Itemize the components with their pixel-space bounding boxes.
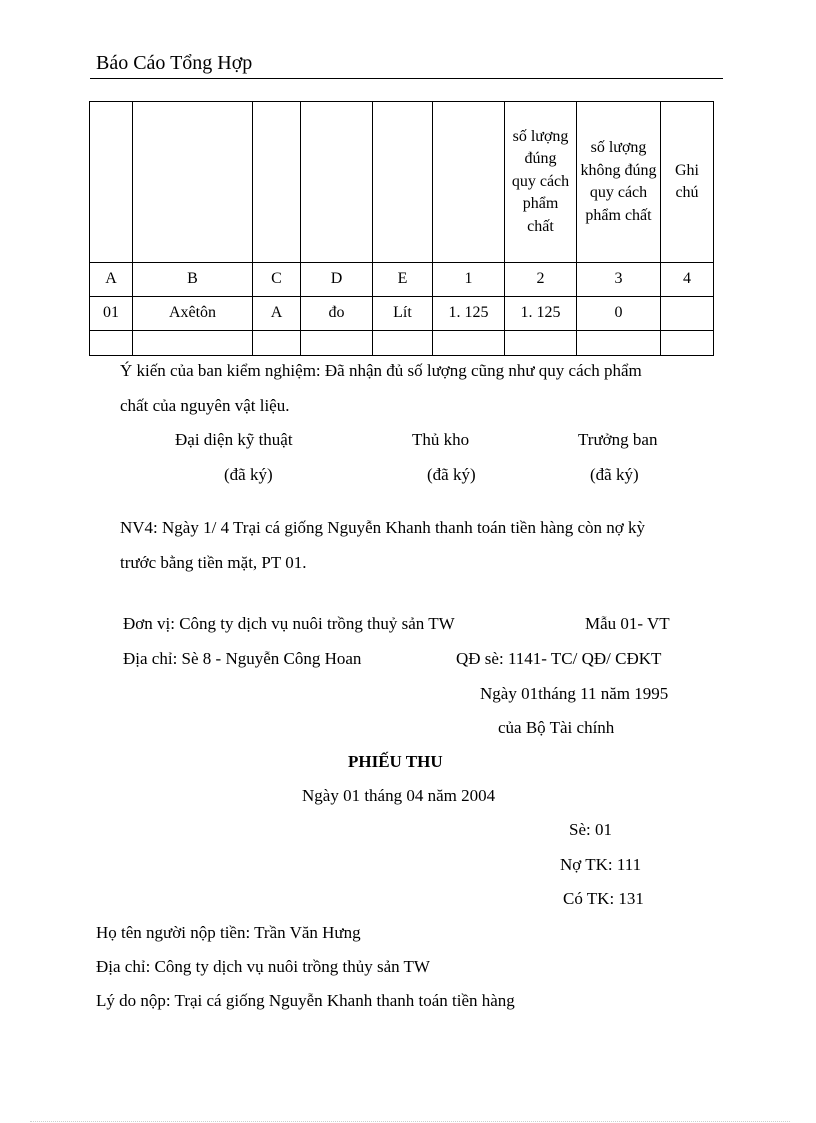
table-cell: Lít [373,297,433,331]
page-header-title: Báo Cáo Tổng Hợp [96,52,253,74]
opinion-line-1: Ý kiến của ban kiểm nghiệm: Đã nhận đủ số lượng cũng như quy cách phẩm [120,361,642,380]
opinion-line-2: chất của nguyên vật liệu. [120,396,290,415]
table-cell: B [133,263,253,297]
table-cell: 3 [577,263,661,297]
table-cell: 2 [505,263,577,297]
table-cell [433,331,505,356]
table-header-cell [301,102,373,263]
table-cell: 1. 125 [433,297,505,331]
page-bottom-edge [30,1121,790,1122]
table-cell [90,331,133,356]
table-cell: 1. 125 [505,297,577,331]
table-cell [577,331,661,356]
voucher-address: Địa chỉ: Sè 8 - Nguyễn Công Hoan [123,649,362,668]
table-code-row [90,263,714,297]
table-header-cell [133,102,253,263]
table-row-empty [90,331,714,356]
voucher-payer-address: Địa chỉ: Công ty dịch vụ nuôi trồng thủy sản TW [96,957,430,976]
voucher-title: PHIẾU THU [348,752,443,771]
signature-keeper-signed: (đã ký) [427,465,476,484]
table-cell: đo [301,297,373,331]
voucher-issuer: của Bộ Tài chính [498,718,615,737]
table-cell: 1 [433,263,505,297]
signature-tech-signed: (đã ký) [224,465,273,484]
table-header-row [90,102,714,263]
voucher-payer: Họ tên người nộp tiền: Trần Văn Hưng [96,923,361,942]
table-cell [373,331,433,356]
signature-head-signed: (đã ký) [590,465,639,484]
table-row [90,297,714,331]
voucher-number: Sè: 01 [569,820,612,839]
voucher-unit: Đơn vị: Công ty dịch vụ nuôi trồng thuỷ sản TW [123,614,455,633]
signature-head-title: Trưởng ban [578,430,658,449]
voucher-decision: QĐ sè: 1141- TC/ QĐ/ CĐKT [456,649,662,668]
header-rule [90,78,723,79]
table-header-cell [373,102,433,263]
voucher-reason: Lý do nộp: Trại cá giống Nguyễn Khanh thanh toán tiền hàng [96,991,515,1010]
table-cell: 4 [661,263,714,297]
signature-tech-title: Đại diện kỹ thuật [175,430,293,449]
table-header-cell: Ghi chú [661,102,714,263]
table-cell [661,297,714,331]
table-cell [253,331,301,356]
table-header-cell [253,102,301,263]
table-cell [505,331,577,356]
table-header-cell: số lượng đúng quy cách phẩm chất [505,102,577,263]
table-header-cell [90,102,133,263]
nv4-line-2: trước bằng tiền mặt, PT 01. [120,553,307,572]
table-cell: C [253,263,301,297]
table-cell: Axêtôn [133,297,253,331]
table-cell: A [90,263,133,297]
table-cell: E [373,263,433,297]
nv4-line-1: NV4: Ngày 1/ 4 Trại cá giống Nguyễn Khanh thanh toán tiền hàng còn nợ kỳ [120,518,646,537]
voucher-date: Ngày 01 tháng 04 năm 2004 [302,786,496,805]
table-cell [661,331,714,356]
table-cell: A [253,297,301,331]
inspection-table [89,101,714,356]
voucher-form-number: Mẫu 01- VT [585,614,670,633]
table-cell: 0 [577,297,661,331]
signature-keeper-title: Thủ kho [412,430,470,449]
table-header-cell [433,102,505,263]
table-header-cell: số lượng không đúng quy cách phẩm chất [577,102,661,263]
table-cell: D [301,263,373,297]
voucher-credit-account: Có TK: 131 [563,889,644,908]
table-cell [301,331,373,356]
table-cell [133,331,253,356]
table-cell: 01 [90,297,133,331]
voucher-debit-account: Nợ TK: 111 [560,855,642,874]
voucher-decision-date: Ngày 01tháng 11 năm 1995 [480,684,669,703]
